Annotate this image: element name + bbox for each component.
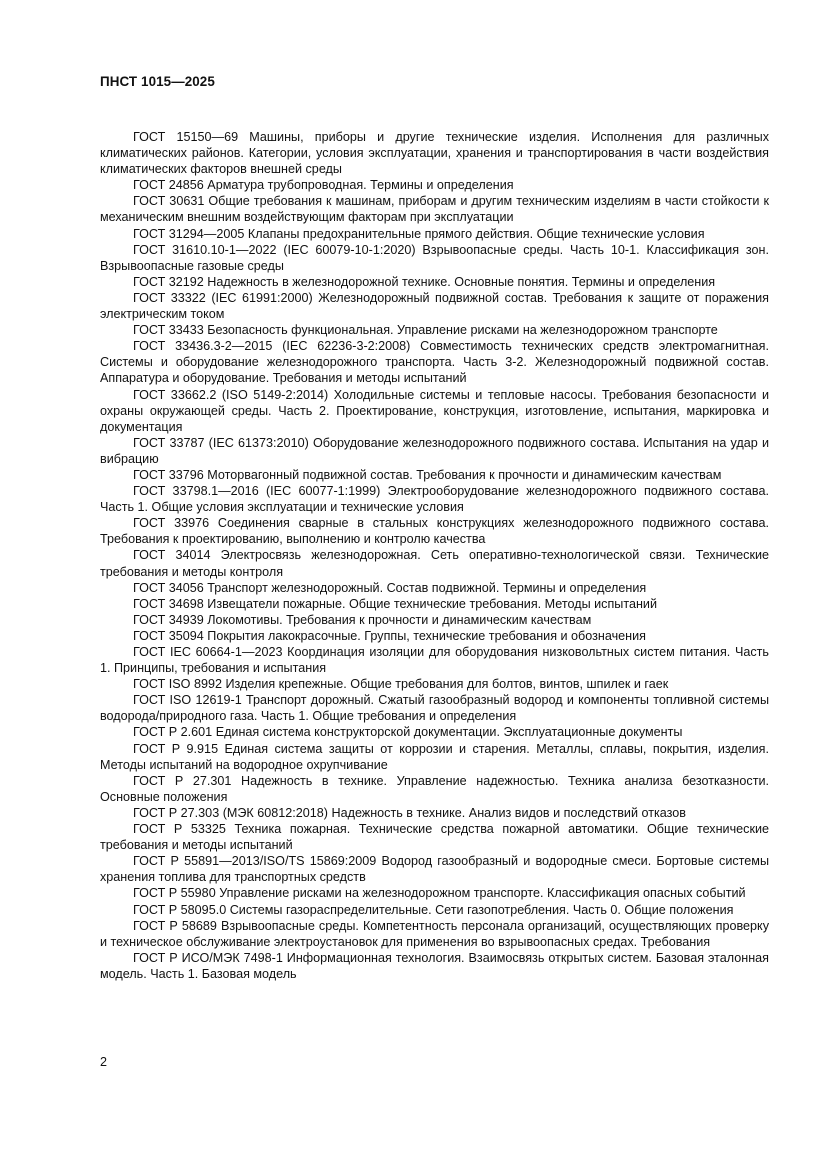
reference-item: ГОСТ Р 55891—2013/ISO/TS 15869:2009 Водород газообразный и водородные смеси. Бортовые системы хранения топлива для транспортных средств	[100, 854, 769, 885]
reference-item: ГОСТ 31610.10-1—2022 (IEC 60079-10-1:2020) Взрывоопасные среды. Часть 10-1. Классификация зон. Взрывоопасные газовые среды	[100, 242, 769, 273]
reference-item: ГОСТ 34939 Локомотивы. Требования к прочности и динамическим качествам	[133, 612, 592, 627]
reference-item: ГОСТ ISO 8992 Изделия крепежные. Общие требования для болтов, винтов, шпилек и гаек	[133, 677, 669, 692]
reference-item: ГОСТ 15150—69 Машины, приборы и другие технические изделия. Исполнения для различных климатических районов. Категории, условия эксплуатации, хранения и транспортирования в части воздействия климатических факторов внешней среды	[100, 130, 769, 177]
reference-item: ГОСТ Р 58095.0 Системы газораспределительные. Сети газопотребления. Часть 0. Общие положения	[133, 902, 734, 917]
normative-references-list	[100, 129, 769, 982]
reference-item: ГОСТ 35094 Покрытия лакокрасочные. Группы, технические требования и обозначения	[133, 628, 646, 643]
reference-item: ГОСТ 34014 Электросвязь железнодорожная. Сеть оперативно-технологической связи. Технические требования и методы контроля	[100, 548, 769, 579]
reference-item: ГОСТ 33436.3-2—2015 (IEC 62236-3-2:2008) Совместимость технических средств электромагнитная. Системы и оборудование железнодорожного транспорта. Часть 3-2. Железнодорожный подвижной состав. Аппаратура и оборудование. Требования и методы испытаний	[100, 339, 769, 386]
reference-item: ГОСТ Р ИСО/МЭК 7498-1 Информационная технология. Взаимосвязь открытых систем. Базовая эталонная модель. Часть 1. Базовая модель	[100, 950, 769, 981]
reference-item: ГОСТ 34698 Извещатели пожарные. Общие технические требования. Методы испытаний	[133, 596, 657, 611]
reference-item: ГОСТ 33787 (IEC 61373:2010) Оборудование железнодорожного подвижного состава. Испытания на удар и вибрацию	[100, 435, 769, 466]
reference-item: ГОСТ Р 27.303 (МЭК 60812:2018) Надежность в технике. Анализ видов и последствий отказов	[133, 805, 686, 820]
reference-item: ГОСТ 34056 Транспорт железнодорожный. Состав подвижной. Термины и определения	[133, 580, 647, 595]
reference-item: ГОСТ 33976 Соединения сварные в стальных конструкциях железнодорожного подвижного состава. Требования к проектированию, выполнению и контролю качества	[100, 516, 769, 547]
reference-item: ГОСТ 33433 Безопасность функциональная. Управление рисками на железнодорожном транспорте	[133, 323, 718, 338]
reference-item: ГОСТ Р 2.601 Единая система конструкторской документации. Эксплуатационные документы	[133, 725, 683, 740]
reference-item: ГОСТ 33662.2 (ISO 5149-2:2014) Холодильные системы и тепловые насосы. Требования безопасности и охраны окружающей среды. Часть 2. Проектирование, конструкция, изготовление, испытания, маркировка и документация	[100, 387, 769, 434]
reference-item: ГОСТ Р 27.301 Надежность в технике. Управление надежностью. Техника анализа безотказности. Основные положения	[100, 773, 769, 804]
reference-item: ГОСТ 31294—2005 Клапаны предохранительные прямого действия. Общие технические условия	[133, 226, 705, 241]
reference-item: ГОСТ 32192 Надежность в железнодорожной технике. Основные понятия. Термины и определения	[133, 274, 716, 289]
reference-item: ГОСТ 33796 Моторвагонный подвижной состав. Требования к прочности и динамическим качествам	[133, 467, 722, 482]
reference-item: ГОСТ ISO 12619-1 Транспорт дорожный. Сжатый газообразный водород и компоненты топливной системы водорода/природного газа. Часть 1. Общие требования и определения	[100, 693, 769, 724]
document-header: ПНСТ 1015—2025	[100, 74, 215, 89]
reference-item: ГОСТ Р 53325 Техника пожарная. Технические средства пожарной автоматики. Общие технические требования и методы испытаний	[100, 822, 769, 853]
reference-item: ГОСТ Р 9.915 Единая система защиты от коррозии и старения. Металлы, сплавы, покрытия, изделия. Методы испытаний на водородное охрупчивание	[100, 741, 769, 772]
reference-item: ГОСТ IEC 60664-1—2023 Координация изоляции для оборудования низковольтных систем питания. Часть 1. Принципы, требования и испытания	[100, 645, 769, 676]
page-number: 2	[100, 1055, 108, 1069]
reference-item: ГОСТ 33798.1—2016 (IEC 60077-1:1999) Электрооборудование железнодорожного подвижного состава. Часть 1. Общие условия эксплуатации и технические условия	[100, 484, 769, 515]
reference-item: ГОСТ 24856 Арматура трубопроводная. Термины и определения	[133, 178, 514, 193]
reference-item: ГОСТ 33322 (IEC 61991:2000) Железнодорожный подвижной состав. Требования к защите от поражения электрическим током	[100, 290, 769, 322]
reference-item: ГОСТ Р 58689 Взрывоопасные среды. Компетентность персонала организаций, осуществляющих проверку и техническое обслуживание электроустановок для применения во взрывоопасных средах. Требования	[100, 918, 769, 949]
reference-item: ГОСТ Р 55980 Управление рисками на железнодорожном транспорте. Классификация опасных событий	[133, 886, 746, 901]
reference-item: ГОСТ 30631 Общие требования к машинам, приборам и другим техническим изделиям в части стойкости к механическим внешним воздействующим факторам при эксплуатации	[100, 194, 769, 225]
